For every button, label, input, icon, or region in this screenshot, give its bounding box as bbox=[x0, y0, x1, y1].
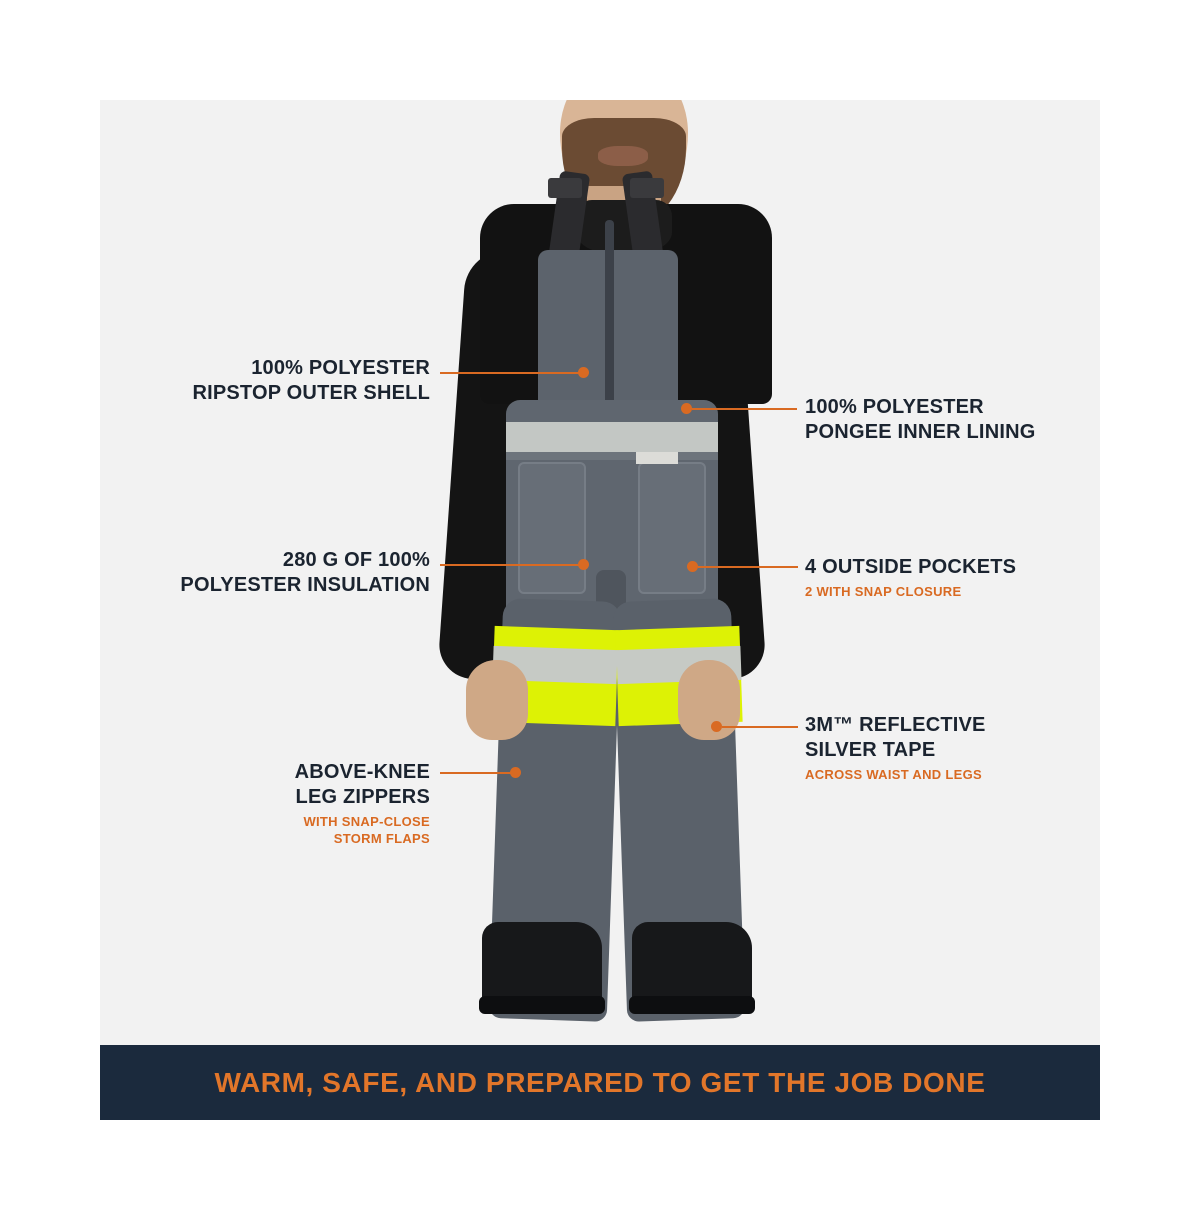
callout-outside-pockets-title: 4 OUTSIDE POCKETS bbox=[805, 556, 1017, 578]
footer-banner bbox=[100, 1045, 1100, 1120]
callout-leg-zippers-title: ABOVE-KNEE LEG ZIPPERS bbox=[294, 761, 430, 809]
callout-leg-zippers-sub: WITH SNAP-CLOSE STORM FLAPS bbox=[303, 814, 430, 847]
callout-outside-pockets bbox=[805, 555, 1085, 601]
callout-leg-zippers bbox=[180, 760, 430, 848]
bib-buckle-right bbox=[630, 178, 664, 198]
leader-line-insulation bbox=[440, 564, 580, 566]
model-right-hand bbox=[678, 660, 740, 740]
callout-inner-lining bbox=[805, 395, 1085, 445]
boot-sole-right bbox=[629, 996, 755, 1014]
callout-outer-shell-title: 100% POLYESTER RIPSTOP OUTER SHELL bbox=[192, 357, 430, 405]
callout-dot-reflective-tape bbox=[711, 721, 722, 732]
callout-inner-lining-title: 100% POLYESTER PONGEE INNER LINING bbox=[805, 396, 1036, 444]
leader-line-outside-pockets bbox=[698, 566, 798, 568]
callout-reflective-tape bbox=[805, 713, 1085, 784]
model-left-hand bbox=[466, 660, 528, 740]
leader-line-inner-lining bbox=[692, 408, 797, 410]
outside-pocket-right bbox=[638, 462, 706, 594]
boot-sole-left bbox=[479, 996, 605, 1014]
leader-line-outer-shell bbox=[440, 372, 580, 374]
callout-outer-shell bbox=[160, 356, 430, 406]
callout-dot-insulation bbox=[578, 559, 589, 570]
waist-reflective-tape bbox=[506, 422, 718, 452]
callout-reflective-tape-sub: ACROSS WAIST AND LEGS bbox=[805, 767, 982, 783]
footer-banner-text: WARM, SAFE, AND PREPARED TO GET THE JOB DONE bbox=[214, 1066, 986, 1098]
callout-insulation bbox=[150, 548, 430, 598]
garment-label-tag bbox=[636, 452, 678, 464]
leader-line-reflective-tape bbox=[722, 726, 798, 728]
callout-insulation-title: 280 G OF 100% POLYESTER INSULATION bbox=[180, 549, 430, 597]
waist-seam bbox=[506, 452, 718, 460]
callout-reflective-tape-title: 3M™ REFLECTIVE SILVER TAPE bbox=[805, 714, 986, 762]
callout-dot-inner-lining bbox=[681, 403, 692, 414]
callout-dot-outer-shell bbox=[578, 367, 589, 378]
bib-buckle-left bbox=[548, 178, 582, 198]
leader-line-leg-zippers bbox=[440, 772, 512, 774]
callout-dot-leg-zippers bbox=[510, 767, 521, 778]
callout-outside-pockets-sub: 2 WITH SNAP CLOSURE bbox=[805, 584, 962, 600]
outside-pocket-left bbox=[518, 462, 586, 594]
callout-dot-outside-pockets bbox=[687, 561, 698, 572]
